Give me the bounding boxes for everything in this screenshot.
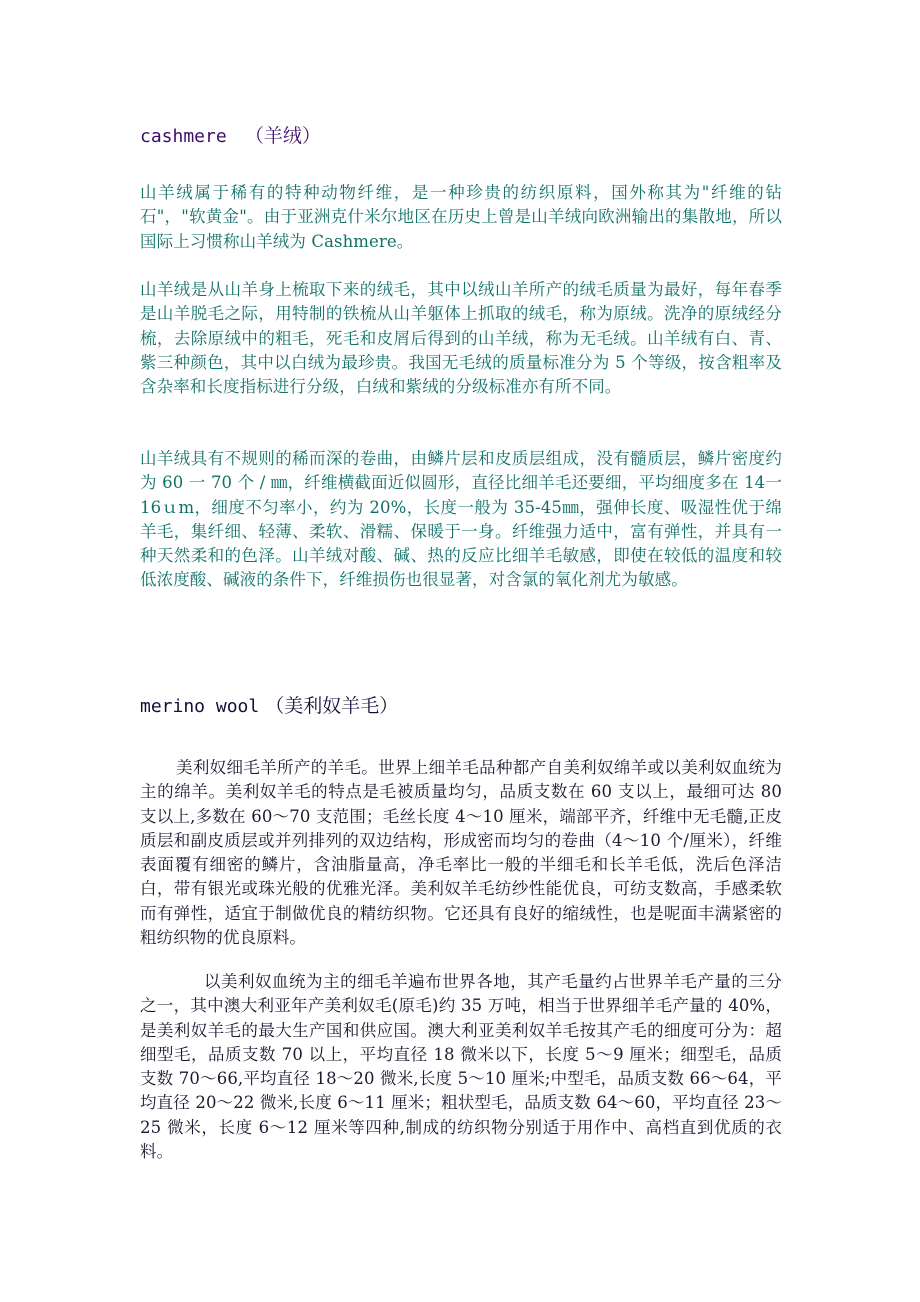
section-title-cashmere [140,124,321,149]
paragraph-merino-production: 以美利奴血统为主的细毛羊遍布世界各地，其产毛量约占世界羊毛产量的三分之一，其中澳大利亚年产美利奴毛(原毛)约 35 万吨，相当于世界细羊毛产量的 40%，是美利奴羊毛的最大生产国和供应国。澳大利亚美利奴羊毛按其产毛的细度可分为：超细型毛，品质支数 70 以上，平均直径 18 微米以下，长度 5～9 厘米；细型毛，品质支数 70～66,平均直径 18～20 微米,长度 5～10 厘米;中型毛，品质支数 66～64，平均直径 20～22 微米,长度 6～11 厘米；粗状型毛，品质支数 64～60，平均直径 23～25 微米，长度 6～12 厘米等四种,制成的纺织物分别适于用作中、高档直到优质的衣料。 [140,972,782,1162]
title-chinese: （美利奴羊毛） [265,695,399,717]
section-title-merino [140,694,398,719]
title-english: cashmere [140,126,227,147]
title-chinese: （羊绒） [244,125,321,147]
paragraph-cashmere-source: 山羊绒是从山羊身上梳取下来的绒毛，其中以绒山羊所产的绒毛质量为最好，每年春季是山羊脱毛之际，用特制的铁梳从山羊躯体上抓取的绒毛，称为原绒。洗净的原绒经分梳，去除原绒中的粗毛，死毛和皮屑后得到的山羊绒，称为无毛绒。山羊绒有白、青、紫三种颜色，其中以白绒为最珍贵。我国无毛绒的质量标准分为 5 个等级，按含粗率及含杂率和长度指标进行分级，白绒和紫绒的分级标准亦有所不同。 [140,280,782,397]
paragraph-merino-intro: 美利奴细毛羊所产的羊毛。世界上细羊毛品种都产自美利奴绵羊或以美利奴血统为主的绵羊。美利奴羊毛的特点是毛被质量均匀，品质支数在 60 支以上，最细可达 80 支以上,多数在 60～70 支范围；毛丝长度 4～10 厘米，端部平齐，纤维中无毛髓,正皮质层和副皮质层或并列排列的双边结构，形成密而均匀的卷曲（4～10 个/厘米），纤维表面覆有细密的鳞片，含油脂量高，净毛率比一般的半细毛和长羊毛低，洗后色泽洁白，带有银光或珠光般的优雅光泽。美利奴羊毛纺纱性能优良，可纺支数高，手感柔软而有弹性，适宜于制做优良的精纺织物。它还具有良好的缩绒性，也是呢面丰满紧密的粗纺织物的优良原料。 [140,758,782,948]
paragraph-cashmere-properties: 山羊绒具有不规则的稀而深的卷曲，由鳞片层和皮质层组成，没有髓质层，鳞片密度约为 60 一 70 个 / ㎜，纤维横截面近似圆形，直径比细羊毛还要细，平均细度多在 14一16ｕm，细度不匀率小，约为 20%，长度一般为 35-45㎜，强伸长度、吸湿性优于绵羊毛，集纤细、轻薄、柔软、滑糯、保暖于一身。纤维强力适中，富有弹性，并具有一种天然柔和的色泽。山羊绒对酸、碱、热的反应比细羊毛敏感，即使在较低的温度和较低浓度酸、碱液的条件下，纤维损伤也很显著，对含氯的氧化剂尤为敏感。 [140,449,782,590]
paragraph-cashmere-intro: 山羊绒属于稀有的特种动物纤维，是一种珍贵的纺织原料，国外称其为"纤维的钻石"，"软黄金"。由于亚洲克什米尔地区在历史上曾是山羊绒向欧洲输出的集散地，所以国际上习惯称山羊绒为 Cashmere。 [140,183,782,251]
title-english: merino wool [140,696,260,717]
